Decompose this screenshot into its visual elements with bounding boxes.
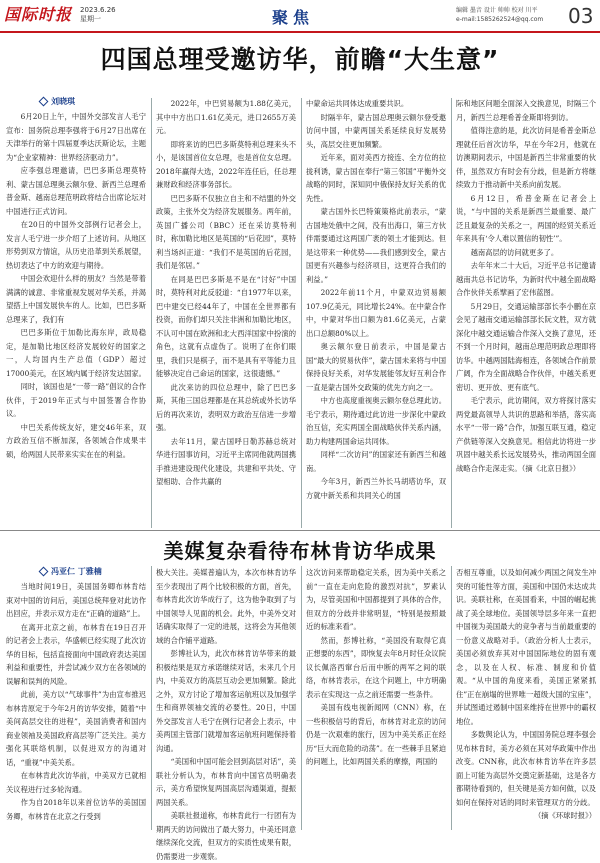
source-note: （摘《环球时报》）	[533, 811, 596, 820]
paragraph: 2022年前11个月，中蒙双边贸易额107.9亿美元，同比增长24%。在中蒙合作中，中蒙对华出口额为81.6亿美元，占蒙出口总额80%以上。	[306, 288, 446, 338]
article-1-column-4	[456, 97, 596, 528]
paragraph: 然而，彭博社称，“美国没有取得它真正想要的东西”，即恢复去年8月时任众议院议长佩洛西窜台后而中断的两军之间的联络，布林肯表示，在这个问题上，中方明确表示在实现这一点之前还需要一些条件。	[306, 635, 446, 699]
paragraph: 今年3月，新西兰外长马胡塔访华，双方就中新关系和共同关心的国	[306, 477, 446, 500]
article-1-headline: 四国总理受邀访华，前瞻“大生意”	[100, 45, 500, 74]
paragraph: 作为自2018年以来首位访华的美国国务卿，布林肯在北京之行受到	[6, 798, 146, 821]
paragraph: 美联社报道称，布林肯此行一行团有为期两天的访问做出了最大努力，中美还同意继续深化交流，但双方的实质性成果有限，仍需要进一步观察。	[156, 811, 296, 861]
paragraph: 毛宁表示，此访期间，双方将探讨落实两党最高领导人共识的思路和举措，落实高水平“一带一路”合作，加强互联互通，稳定产供链等深入交换意见。相信此访将进一步巩固中越关系长远发展势头，推动两国全面战略合作走深走实。（摘《北京日报》）	[456, 396, 596, 473]
paragraph: 多数舆论认为，中国国务院总理李强会见布林肯时，美方必须在其对华政策中作出改变。CNN称，此次布林肯访华在许多层面上可能为高层外交奠定新基础，这是各方都期待看到的，但关键是美方如何做，以及如何在保持对话的同时来管理双方的分歧。	[456, 730, 596, 807]
paragraph: 巴巴多斯不仅独立自主和不结盟的外交政策，主张外交为经济发展服务。两年前，英国广播公司（BBC）还在采访莫特利时，称加勒比地区是英国的“后花园”，莫特利当场纠正道：“我们不是英国的后花园，我们是邻居。”	[156, 193, 296, 270]
editors-line: 编辑 墨音 设计 帅帅 校对 川平	[456, 7, 538, 14]
article-1-column-2	[156, 97, 296, 528]
paragraph: 蒙古国外长巴特策策格此前表示，“蒙古国地处俄中之间，没有出海口，第三方伙伴需要通过这两国广袤的领土才能到达。但是这带来一种优势——我们感到安全，蒙古国更有兴趣参与经济项目，这更符合我们的利益。”	[306, 207, 446, 284]
paragraph: 近年来，面对美西方接连、全方位的拉拢利诱，蒙古国在奉行“第三邻国”平衡外交战略的同时，深知同中俄保持友好关系的优先性。	[306, 153, 446, 203]
paragraph: 中方也高度重视奥云额尔登总理此访。毛宁表示，期待通过此访进一步深化中蒙政治互信，充实两国全面战略伙伴关系内涵，助力构建两国命运共同体。	[306, 396, 446, 446]
paragraph: 在20日的中国外交部例行记者会上，发言人毛宁进一步介绍了上述访问。从地区形势到双方情谊，从历史沿革到关系展望，热切表达了中方的欢迎与期待。	[6, 220, 146, 270]
article-1-author: 刘晓琪	[51, 97, 75, 106]
article-2-column-1	[6, 580, 146, 830]
paragraph: 中蒙命运共同体达成重要共识。	[306, 99, 409, 108]
column-divider	[151, 98, 152, 528]
article-2-column-3	[306, 566, 446, 830]
section-title: 聚焦	[272, 8, 315, 27]
article-2-headline: 美媒复杂看待布林肯访华成果	[163, 539, 437, 563]
column-divider	[301, 566, 302, 830]
paragraph: 在同是巴巴多斯是不是在“讨好”中国时，莫特利对此反驳道：“自1977年以来，巴中建交已经44年了，中国在全世界都有投资，而你们却只关注非洲和加勒比地区，不认可中国在欧洲和北大西洋国家中扮演的角色，这就有点虚伪了。说明了在你们眼里，我们只是棋子，而不是具有平等能力且能够决定自己命运的国家，这很遗憾。”	[156, 274, 296, 378]
paragraph: 时隔半年，蒙古国总理奥云额尔登受邀访问中国，中蒙两国关系延续良好发展势头，高层交往更加频繁。	[306, 112, 446, 149]
paragraph: 极大关注。美媒普遍认为，本次布林肯访华至少表现出了两个比较积极的方面，首先，布林肯此次访华成行了，这为他争取到了与中国领导人见面的机会。此外，中美外交对话确实取得了一定的进展，这将会为其他领域的合作铺平道路。	[156, 568, 296, 645]
newspaper-logo: 国际时报	[4, 5, 73, 24]
issue-date-block	[80, 6, 116, 24]
diamond-icon	[39, 97, 49, 107]
article-2-byline	[40, 566, 102, 577]
column-divider	[301, 98, 302, 528]
article-separator	[0, 530, 600, 531]
article-2-column-2	[156, 566, 296, 861]
paragraph: 际和地区问题全面深入交换意见，时隔三个月，新西兰总理希普金斯即将到访。	[456, 99, 596, 122]
diamond-icon	[39, 567, 49, 577]
paragraph: 5月29日，交通运输部部长李小鹏在京会见了越南交通运输部部长阮文胜，双方就深化中越交通运输合作深入交换了意见，还不到一个月时间，越南总理范明政总理即将访华。中越两国陆海相连，各领域合作前景广阔，作为全面战略合作伙伴，中越关系更密切、更开放、更有底气。	[456, 301, 596, 392]
paragraph: 奥云额尔登日前表示，中国是蒙古国“最大的贸易伙伴”，蒙古国未来将与中国保持良好关系，对华发展能邻友好互利合作一直是蒙古国外交政策的优先方向之一。	[306, 342, 446, 392]
article-2-author: 冯亚仁 丁雅楠	[51, 567, 102, 576]
paragraph: 同时，该国也是“一带一路”倡议的合作伙伴，于2019年正式与中国签署合作协议。	[6, 382, 146, 418]
issue-date: 2023.6.26	[80, 6, 116, 14]
paragraph: 去年11月，蒙古国呼日勒苏赫总统对华进行国事访问，习近平主席同他就两国携手推进建设现代化建设，共建和平共处、守望相助、合作共赢的	[156, 436, 296, 486]
paragraph: 在离开北京之前，布林肯在19日召开的记者会上表示，华盛顿已经实现了此次访华的目标，包括直接面向中国政府表达美国利益和重要性，并尝试减少双方在各领域的误解和误判的风险。	[6, 622, 146, 686]
paragraph: 彭博社认为，此次布林肯访华带来的最积极结果是双方承诺继续对话，未来几个月内，中美双方的高层互动会更加频繁。除此之外，双方讨论了增加客运航班以及加强学生和商界领袖交流的必要性。20日，中国外交部发言人毛宁在例行记者会上表示，中美两国主管部门就增加客运航班问题保持着沟通。	[156, 649, 296, 753]
article-2-column-4	[456, 566, 596, 830]
masthead	[0, 0, 600, 32]
paragraph: 当地时间19日，美国国务卿布林肯结束对中国的访问后，美国总统拜登对此访作出回应，并表示双方走在“正确的道路”上。	[6, 582, 146, 618]
paragraph: 美国有线电视新闻网（CNN）称，在一些积极信号的背后，布林肯对北京的访问仍是一次艰难的旅行，因为中美关系正在经历“巨大而危险的动荡”。在一些棘手且紧迫的问题上，比如两国关系的摩擦，两国的	[306, 703, 446, 766]
paragraph: 6月12日，希普金斯在记者会上说，“与中国的关系是新西兰最重要、最广泛且最复杂的关系之一，两国的经贸关系近年来具有‘令人难以置信的韧性’”。	[456, 193, 596, 243]
article-1-column-3	[306, 97, 446, 528]
paragraph: 越南高层的访问就更多了。	[470, 247, 559, 257]
column-divider	[151, 566, 152, 830]
paragraph: 2022年，中巴贸易额为1.88亿美元，其中中方出口1.61亿美元，进口2655万美元。	[156, 99, 296, 135]
paragraph: 应李强总理邀请，巴巴多斯总理莫特利、蒙古国总理奥云额尔登、新西兰总理希普金斯、越南总理范明政将结合出席论坛对中国进行正式访问。	[6, 166, 146, 216]
paragraph: 这次访问来帮助稳定关系，因为美中关系之前“一直在走向危险的激烈对抗”，罗素认为，尽管美国和中国都提到了具体的合作，但双方的分歧并非常明显，“特别是按照最近的标准来看”。	[306, 568, 446, 631]
paragraph: “美国和中国可能会回到高层对话”，美联社分析认为，布林肯向中国官员明确表示，美方希望恢复两国高层沟通渠道，提振两国关系。	[156, 757, 296, 807]
paragraph: 否相互尊重，以及如何减少两国之间发生冲突的可能性等方面，美国和中国仍未达成共识。美联社称，在美国看来，中国的崛起挑战了美全球地位。美国领导层多年来一直把中国视为美国最大的竞争者与当前最重要的一份意义战略对手。（政治分析人士表示，美国必须放弃其对中国国际地位的固有观念，以及在人权、标准、制度和价值观。“从中国的角度来看，美国正紧紧抓住”正在崩塌的世界唯一超级大国的宝座”，并试图通过遏制中国来维持在世界中的霸权地位。	[456, 568, 596, 726]
header-rule	[0, 31, 600, 33]
paragraph: 巴巴多斯位于加勒比海东岸，政局稳定，是加勒比地区经济发展较好的国家之一，人均国内生产总值（GDP）超过17000美元，在区域内属于经济发达国家。	[6, 328, 146, 378]
paragraph: 此次来访的四位总理中，除了巴巴多斯，其他三国总理都是在其总统或外长访华后的再次来访，表明双方政治互信进一步增强。	[156, 382, 296, 432]
article-1-byline	[40, 96, 75, 107]
paragraph: 中国会欢迎什么样的朋友？当然是带着满满的诚意、非常重视发展对华关系，并渴望搭上中国发展快车的人。比如，巴巴多斯总理来了，我们有	[6, 274, 146, 324]
paragraph: 去年年末二十大后，习近平总书记邀请越南共总书记访华，为新时代中越全面战略合作伙伴关系擘画了宏伟蓝图。	[456, 261, 596, 297]
paragraph: 中巴关系传统友好，建交46年来，双方政治互信不断加深，各领域合作成果丰硕，给两国人民带来实实在在的利益。	[6, 422, 146, 459]
editor-email: e-mail:1585262524@qq.com	[456, 16, 544, 23]
paragraph: 即将来访的巴巴多斯莫特利总理来头不小，是该国首位女总理，也是首位女总理。2018年赢得大选，2022年连任后，任总理兼财政和经济事务部长。	[156, 139, 296, 189]
article-1-column-1	[6, 110, 146, 528]
column-divider	[451, 566, 452, 830]
page-number: 03	[568, 4, 594, 28]
paragraph: 6月20日上午，中国外交部发言人毛宁宣布：国务院总理李强将于6月27日出席在天津举行的第十四届夏季达沃斯论坛，主题为“企业家精神：世界经济驱动力”。	[6, 112, 146, 162]
paragraph: 在布林肯此次访华前，中美双方已就相关议程进行过多轮沟通。	[6, 771, 146, 794]
issue-weekday: 星期一	[80, 15, 101, 23]
column-divider	[451, 98, 452, 528]
paragraph: 值得注意的是，此次访问是希普金斯总理就任后首次访华，早在今年2月，他就在访澳期间表示，中国是新西兰非常重要的伙伴，虽然双方有时会有分歧，但是新方将继续致力于推动新中关系向前发展。	[456, 126, 596, 189]
paragraph: 同样“二次访问”的国家还有新西兰和越南。	[306, 450, 446, 473]
paragraph: 此前，美方以“气球事件”为由宣布推迟布林肯原定于今年2月的访华安排，随着“中美间高层交往的进程”，美国消费者和国内商业领袖及美国政府高层等广泛关注。美方强化其联络机制，以促进双方的沟通对话，“重视”中美关系。	[6, 690, 146, 767]
editors-info	[456, 6, 543, 24]
